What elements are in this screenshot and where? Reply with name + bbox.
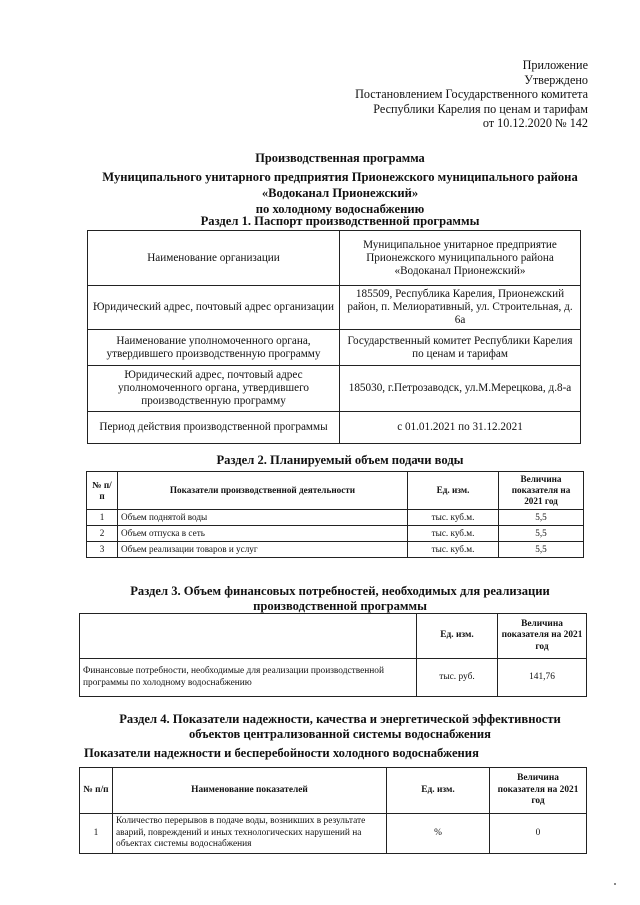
row-value: Государственный комитет Республики Карелия по ценам и тарифам	[340, 330, 581, 366]
row-label: Юридический адрес, почтовый адрес организации	[88, 286, 340, 330]
col-header-unit: Ед. изм.	[387, 768, 490, 814]
table-row	[88, 286, 581, 330]
header-line: Приложение	[522, 58, 588, 72]
cell-value: 0	[490, 814, 587, 854]
table-row	[87, 510, 584, 526]
row-label: Наименование уполномоченного органа, утвердившего производственную программу	[88, 330, 340, 366]
cell-name: Объем поднятой воды	[118, 510, 408, 526]
cell-value: 141,76	[498, 659, 587, 697]
table-header-row	[80, 614, 587, 659]
table-row	[88, 231, 581, 286]
financial-needs-table	[79, 613, 587, 697]
row-label: Период действия производственной программы	[88, 412, 340, 444]
col-header-value: Величина показателя на 2021 год	[499, 472, 584, 510]
heading-line: Раздел 4. Показатели надежности, качества и энергетической эффективности	[119, 712, 561, 726]
cell-unit: тыс. руб.	[417, 659, 498, 697]
table-row	[87, 542, 584, 558]
header-line: от 10.12.2020 № 142	[482, 116, 588, 131]
cell-unit: %	[387, 814, 490, 854]
table-row	[87, 526, 584, 542]
col-header-name	[80, 614, 417, 659]
cell-value: 5,5	[499, 526, 584, 542]
passport-table	[87, 230, 581, 444]
col-header-name: Наименование показателей	[113, 768, 387, 814]
heading-line: Раздел 3. Объем финансовых потребностей, необходимых для реализации	[130, 584, 550, 598]
row-value: 185509, Республика Карелия, Прионежский район, п. Мелиоративный, ул. Строительная, д. 6а	[340, 286, 581, 330]
title-line: Муниципального унитарного предприятия Прионежского муниципального района	[102, 170, 578, 184]
col-header-value: Величина показателя на 2021 год	[490, 768, 587, 814]
title-line: «Водоканал Прионежский»	[261, 186, 419, 200]
heading-line: объектов централизованной системы водоснабжения	[189, 727, 491, 741]
cell-num: 1	[80, 814, 113, 854]
section3-heading	[60, 584, 620, 614]
col-header-unit: Ед. изм.	[408, 472, 499, 510]
approval-header	[355, 58, 588, 131]
col-header-num: № п/п	[80, 768, 113, 814]
col-header-name: Показатели производственной деятельности	[118, 472, 408, 510]
document-title	[60, 150, 620, 217]
row-value: с 01.01.2021 по 31.12.2021	[340, 412, 581, 444]
cell-name: Объем реализации товаров и услуг	[118, 542, 408, 558]
header-line: Утверждено	[524, 72, 588, 87]
header-line: Республики Карелия по ценам и тарифам	[373, 101, 588, 116]
table-row	[88, 366, 581, 412]
cell-name: Финансовые потребности, необходимые для реализации производственной программы по холодному водоснабжению	[80, 659, 417, 697]
scan-speck	[614, 883, 616, 885]
section2-heading: Раздел 2. Планируемый объем подачи воды	[216, 453, 464, 467]
section1-heading: Раздел 1. Паспорт производственной программы	[200, 214, 480, 228]
water-volume-table	[86, 471, 584, 558]
table-row	[88, 412, 581, 444]
section4-heading	[60, 712, 620, 742]
table-row	[80, 814, 587, 854]
table-header-row	[80, 768, 587, 814]
title-line: по холодному водоснабжению	[255, 202, 425, 216]
cell-unit: тыс. куб.м.	[408, 526, 499, 542]
col-header-value: Величина показателя на 2021 год	[498, 614, 587, 659]
row-label: Юридический адрес, почтовый адрес уполномоченного органа, утвердившего производственную программу	[88, 366, 340, 412]
col-header-unit: Ед. изм.	[417, 614, 498, 659]
section4-subheading: Показатели надежности и бесперебойности холодного водоснабжения	[84, 746, 479, 760]
cell-num: 3	[87, 542, 118, 558]
table-row	[88, 330, 581, 366]
table-row	[80, 659, 587, 697]
table-header-row	[87, 472, 584, 510]
cell-num: 2	[87, 526, 118, 542]
heading-line: производственной программы	[253, 599, 427, 613]
cell-name: Объем отпуска в сеть	[118, 526, 408, 542]
cell-name: Количество перерывов в подаче воды, возникших в результате аварий, повреждений и иных технологических нарушений на объектах системы водоснабжения	[113, 814, 387, 854]
title-line: Производственная программа	[255, 151, 425, 165]
cell-value: 5,5	[499, 542, 584, 558]
cell-value: 5,5	[499, 510, 584, 526]
reliability-table	[79, 767, 587, 854]
row-value: 185030, г.Петрозаводск, ул.М.Мерецкова, д.8-а	[340, 366, 581, 412]
header-line: Постановлением Государственного комитета	[355, 87, 588, 102]
cell-unit: тыс. куб.м.	[408, 542, 499, 558]
row-value: Муниципальное унитарное предприятие Прионежского муниципального района «Водоканал Прионежский»	[340, 231, 581, 286]
col-header-num: № п/п	[87, 472, 118, 510]
cell-unit: тыс. куб.м.	[408, 510, 499, 526]
row-label: Наименование организации	[88, 231, 340, 286]
cell-num: 1	[87, 510, 118, 526]
